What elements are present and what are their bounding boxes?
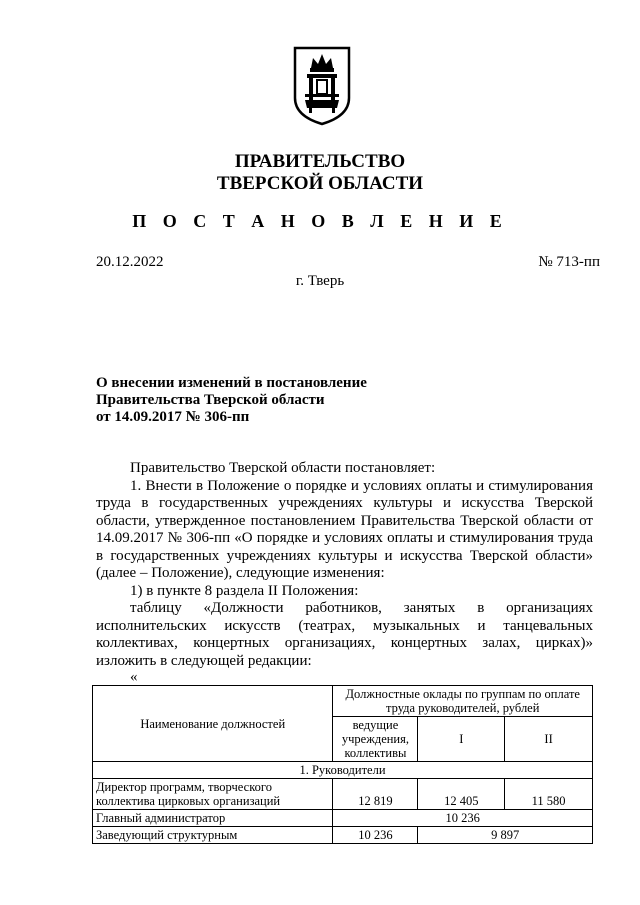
salary-table	[92, 685, 593, 844]
row-position: Заведующий структурным	[93, 827, 333, 844]
row-value-i: 12 405	[418, 779, 505, 810]
org-name-line1: ПРАВИТЕЛЬСТВО	[234, 151, 406, 172]
quote-open-mark: «	[130, 669, 138, 685]
coat-of-arms-emblem	[291, 46, 353, 126]
table-row	[93, 810, 593, 827]
subject-line-1: О внесении изменений в постановление	[96, 375, 367, 391]
header-group-ii: II	[505, 717, 593, 762]
paragraph-3-line-1: таблицу «Должности работников, занятых в организациях	[130, 600, 593, 616]
row-value-i-ii: 9 897	[418, 827, 593, 844]
header-group-i: I	[418, 717, 505, 762]
header-position-name: Наименование должностей	[93, 686, 333, 762]
document-subject	[96, 375, 367, 426]
document-type: П О С Т А Н О В Л Е Н И Е	[132, 211, 508, 231]
document-city: г. Тверь	[295, 273, 345, 289]
table-row	[93, 779, 593, 810]
document-date: 20.12.2022	[96, 254, 164, 270]
header-lead-institutions: ведущие учреждения, коллективы	[333, 717, 418, 762]
row-value-merged: 10 236	[333, 810, 593, 827]
paragraph-3-line-3: коллективах, концертных организациях, концертных залах, цирках)»	[96, 635, 593, 651]
paragraph-3-line-4: изложить в следующей редакции:	[96, 652, 312, 669]
row-position: Директор программ, творческого коллектива цирковых организаций	[93, 779, 333, 810]
subject-line-3: от 14.09.2017 № 306-пп	[96, 409, 250, 425]
subject-line-2: Правительства Тверской области	[96, 392, 325, 408]
paragraph-2: 1) в пункте 8 раздела II Положения:	[130, 582, 359, 599]
document-body	[96, 460, 593, 670]
paragraph-3-line-2: исполнительских искусств (театрах, музыкальных и танцевальных	[96, 617, 593, 634]
table-row	[93, 827, 593, 844]
document-number: № 713-пп	[538, 254, 600, 270]
row-value-ii: 11 580	[505, 779, 593, 810]
paragraph-1: 1. Внести в Положение о порядке и условиях оплаты и стимулирования труда в государственных учреждениях культуры и искусства Тверской области, утвержденное постановлением Правительства Тверской области от 14.09.2017 № 306-пп «О порядке и условиях оплаты и стимулирования труда в государственных учреждениях культуры и искусства Тверской области» (далее – Положение), следующие изменения:	[96, 477, 593, 581]
row-value-lead: 12 819	[333, 779, 418, 810]
row-position: Главный администратор	[93, 810, 333, 827]
header-salary-groups: Должностные оклады по группам по оплате труда руководителей, рублей	[333, 686, 593, 717]
row-value-lead: 10 236	[333, 827, 418, 844]
intro-paragraph: Правительство Тверской области постановляет:	[130, 460, 436, 476]
org-name-line2: ТВЕРСКОЙ ОБЛАСТИ	[216, 173, 424, 194]
section-heading: 1. Руководители	[93, 762, 593, 779]
